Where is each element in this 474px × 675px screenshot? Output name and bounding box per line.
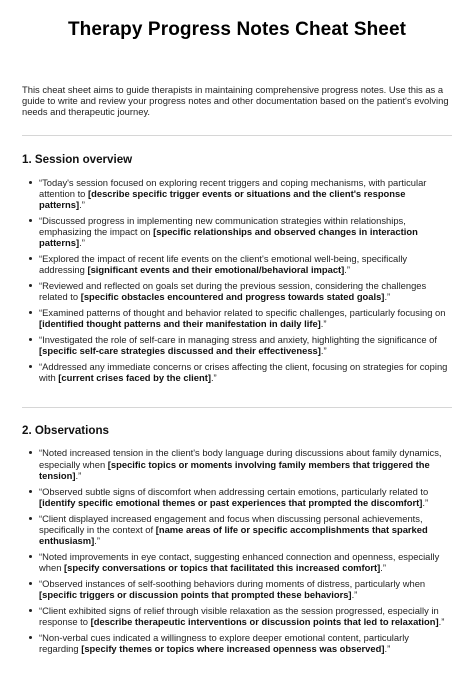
item-text: “Noted improvements in eye contact, suggesting enhanced connection and openness, especially when [39,550,440,574]
item-end: .” [384,643,391,655]
list-item [39,513,452,547]
item-text: “Client exhibited signs of relief through visible relaxation as the session progressed, especially in response to [39,604,439,628]
section-observations [22,424,452,654]
list-item [39,486,452,508]
item-text: “Explored the impact of recent life events on the client's emotional well-being, specifically addressing [39,253,408,276]
item-placeholder: [identified thought patterns and their manifestation in daily life] [39,318,321,330]
item-placeholder: [specific self-care strategies discussed and their effectiveness] [39,345,321,357]
item-placeholder: [specify themes or topics where increased openness was observed] [81,643,385,655]
item-placeholder: [describe therapeutic interventions or discussion points that led to relaxation] [90,616,439,628]
item-end: .” [422,496,429,508]
item-end: .” [384,291,391,303]
section-divider [22,407,452,408]
list-item [39,215,452,249]
item-text: “Addressed any immediate concerns or crises affecting the client, focusing on strategies for coping with [39,361,448,384]
list-item [39,253,452,275]
list-item [39,551,452,573]
list-item [39,361,452,383]
section-heading: 1. Session overview [22,152,133,166]
intro-paragraph: This cheat sheet aims to guide therapists in maintaining comprehensive progress notes. Use this as a guide to write and review your progress notes and other documentation based on the patient's evolving needs and therapeutic journey. [22,84,449,118]
item-text: “Observed instances of self-soothing behaviors during moments of distress, particularly when [39,577,426,589]
item-end: .” [79,199,85,211]
item-text: “Examined patterns of thought and behavior related to specific challenges, particularly focusing on [39,307,446,319]
item-end: .” [438,616,445,628]
list-item [39,177,452,211]
item-end: .” [79,237,85,249]
item-placeholder: [specific topics or moments involving family members that triggered the tension] [39,458,430,481]
item-end: .” [210,372,217,384]
item-end: .” [94,535,100,547]
item-placeholder: [identify specific emotional themes or past experiences that prompted the discomfort] [39,496,423,508]
item-text: “Client displayed increased engagement and focus when discussing personal achievements, specifically in the context of [39,512,423,535]
list-item [39,578,452,600]
item-end: .” [351,589,358,601]
item-placeholder: [specify conversations or topics that facilitated this increased comfort] [64,562,381,574]
section-session-overview [22,153,452,384]
bullet-list [22,177,452,384]
item-text: “Reviewed and reflected on goals set during the previous session, considering the challenges related to [39,280,427,303]
item-end: .” [380,562,386,574]
list-item [39,334,452,356]
item-placeholder: [significant events and their emotional/behavioral impact] [87,264,345,276]
item-text: “Noted increased tension in the client's body language during discussions about family dynamics, especially when [39,447,442,470]
list-item [39,632,452,654]
list-item [39,307,452,329]
item-placeholder: [specific triggers or discussion points that prompted these behaviors] [39,589,352,601]
item-placeholder: [specific obstacles encountered and progress towards stated goals] [80,291,385,303]
section-heading: 2. Observations [22,424,109,438]
item-end: .” [344,264,351,276]
list-item [39,447,452,481]
item-text: “Non-verbal cues indicated a willingness to explore deeper emotional content, particularly regarding [39,631,409,655]
section-divider [22,135,452,136]
item-placeholder: [current crises faced by the client] [58,372,211,384]
item-text: “Discussed progress in implementing new communication strategies within relationships, emphasizing the impact on [39,214,406,238]
item-end: .” [75,469,82,481]
item-text: “Today's session focused on exploring recent triggers and coping mechanisms, with particular attention to [39,176,427,199]
list-item [39,605,452,627]
item-placeholder: [specific relationships and observed changes in interaction patterns] [39,226,418,249]
item-placeholder: [name areas of life or specific accomplishments that sparked enthusiasm] [39,523,428,547]
item-placeholder: [describe specific trigger events or situations and the client's response patterns] [39,187,406,211]
page-title: Therapy Progress Notes Cheat Sheet [67,19,407,40]
item-text: “Investigated the role of self-care in managing stress and anxiety, highlighting the significance of [39,334,437,346]
bullet-list [22,447,452,654]
item-end: .” [320,345,327,357]
item-text: “Observed subtle signs of discomfort when addressing certain emotions, particularly related to [39,485,429,497]
item-end: .” [320,318,327,330]
list-item [39,280,452,302]
